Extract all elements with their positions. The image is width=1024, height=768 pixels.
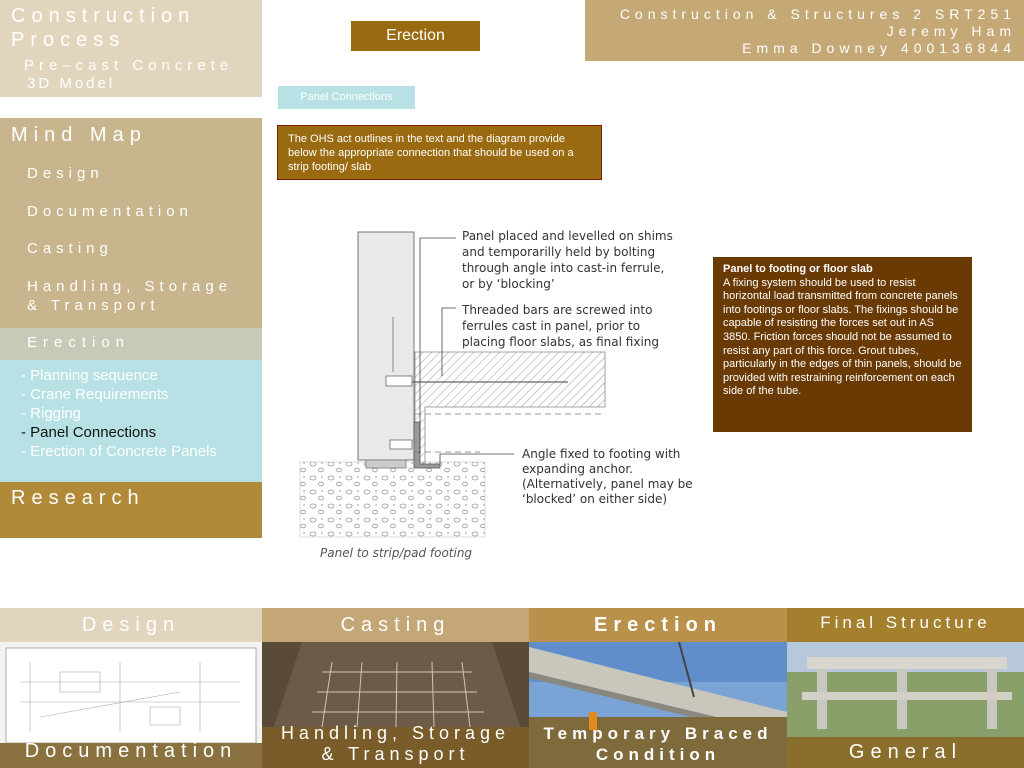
bottom-tab-documentation[interactable]: Documentation [24,740,238,762]
connection-diagram [290,222,700,572]
nav-item-casting[interactable]: Casting [27,240,113,257]
note2-line1: Threaded bars are screwed into [462,303,653,317]
note1-line2: and temporarilly held by bolting [462,245,656,259]
note1-line3: through angle into cast-in ferrule, [462,261,665,275]
note1-line1: Panel placed and levelled on shims [462,229,673,243]
submenu-panel-connections[interactable]: - Panel Connections [21,424,157,441]
course-name: Construction & Structures 2 SRT251 [619,6,1016,22]
panel-connections-tag: Panel Connections [278,86,415,109]
nav-item-handling[interactable]: Handling, Storage [27,278,233,295]
bottom-tab-final-structure[interactable]: Final Structure [787,608,1024,642]
submenu-rigging[interactable]: - Rigging [21,405,82,422]
submenu-crane-requirements[interactable]: - Crane Requirements [21,386,169,403]
nav-item-design[interactable]: Design [27,165,104,182]
ohs-text-box: The OHS act outlines in the text and the diagram provide below the appropriate connection that should be used on a strip footing/ slab [277,125,602,180]
info-box [713,257,972,432]
note2-line2: ferrules cast in panel, prior to [462,319,641,333]
info-body: A fixing system should be used to resist horizontal load transmitted from concrete panels into footings or floor slabs. The fixings should be capable of resisting the forces set out in AS 3850. Friction forces should not be assumed to resist any part of this force. Grout tubes, particularly in the edges of thin panels, should be provided with restraining reinforcement on each side of the tube. [723,276,962,398]
page-subtitle-2: 3D Model [27,75,116,92]
concrete-panel [358,232,414,460]
bottom-tab-temporary-line1[interactable]: Temporary Braced [543,724,773,743]
page-title: Construction Process [11,5,196,51]
note2-line3: placing floor slabs, as final fixing [462,335,660,349]
bottom-tab-general[interactable]: General [848,741,963,763]
mind-map-title[interactable]: Mind Map [11,124,147,146]
submenu-planning-sequence[interactable]: - Planning sequence [21,367,158,384]
note1-line4: or by ‘blocking’ [462,277,555,291]
info-title: Panel to footing or floor slab [723,263,873,275]
bottom-tab-erection[interactable]: Erection [529,608,787,642]
bottom-tab-handling-line2[interactable]: & Transport [321,744,470,764]
student-name: Emma Downey 400136844 [742,40,1016,56]
submenu-erection-concrete-panels[interactable]: - Erection of Concrete Panels [21,443,217,460]
note-threaded-bars [461,303,659,349]
note3-line3: (Alternatively, panel may be [522,477,693,491]
footing-ground [300,462,485,537]
section-label: Erection [351,21,480,51]
bottom-tab-casting[interactable]: Casting [262,608,529,642]
angle-bracket [414,422,440,468]
page-subtitle: Pre–cast Concrete [24,57,234,74]
note3-line1: Angle fixed to footing with [522,447,681,461]
nav-item-erection-label: Erection [27,334,131,351]
bottom-tab-handling-line1[interactable]: Handling, Storage [280,723,511,743]
research-label: Research [11,487,145,509]
nav-item-documentation[interactable]: Documentation [27,203,193,220]
note-panel-placed [462,229,677,291]
lecturer-name: Jeremy Ham [886,23,1016,39]
bottom-tab-design[interactable]: Design [0,608,262,642]
diagram-caption: Panel to strip/pad footing [320,546,473,560]
note-angle-fixed [522,447,696,506]
bottom-tab-temporary-line2[interactable]: Condition [595,745,721,764]
note3-line2: expanding anchor. [522,462,633,476]
note3-line4: ‘blocked’ on either side) [522,492,668,506]
nav-item-transport[interactable]: & Transport [27,297,160,314]
shim [366,460,406,468]
